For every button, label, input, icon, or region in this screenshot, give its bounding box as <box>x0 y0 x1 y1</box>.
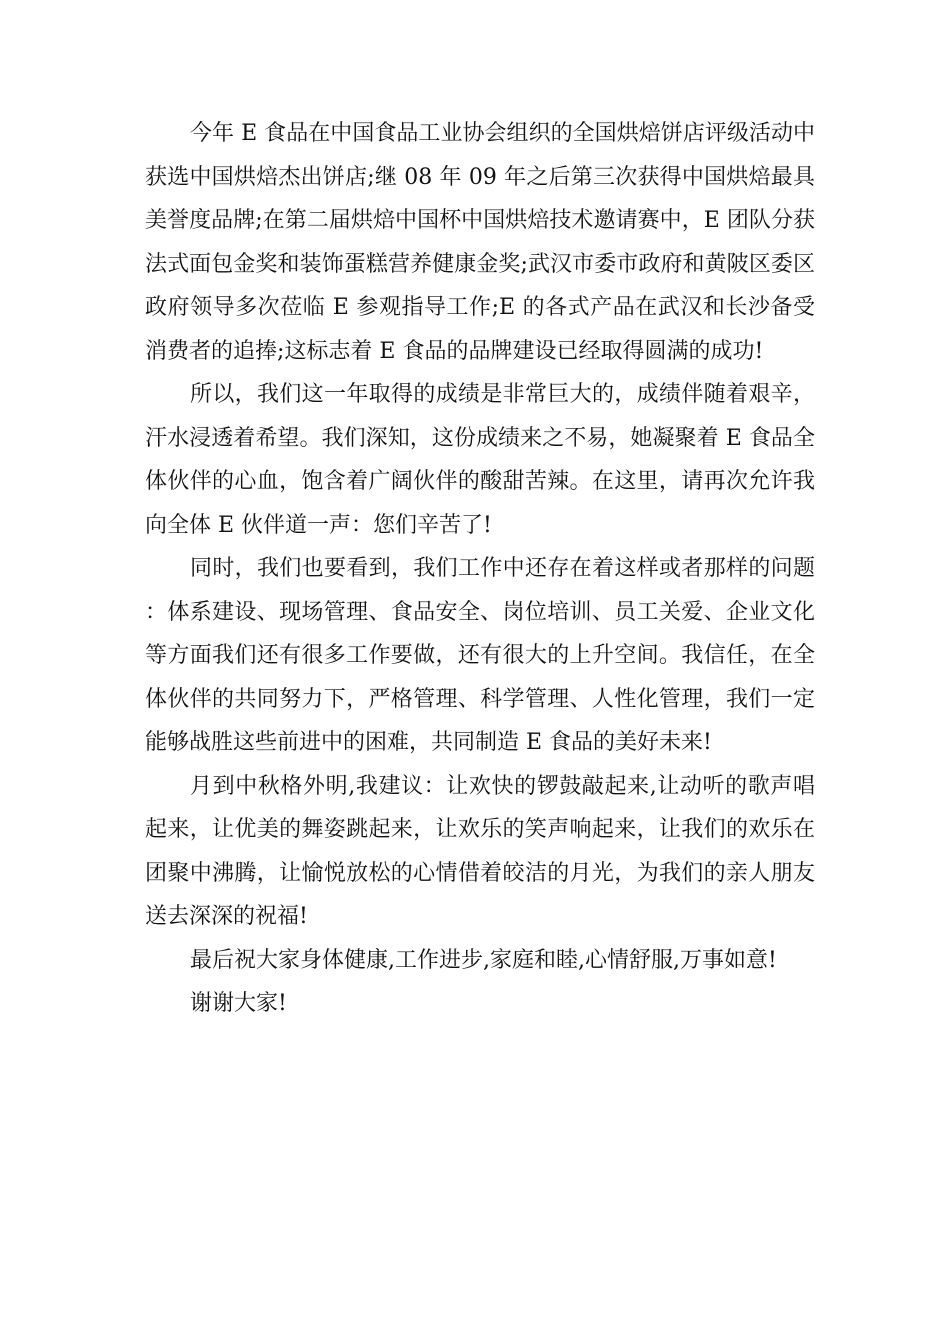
paragraph-achievements: 今年 E 食品在中国食品工业协会组织的全国烘焙饼店评级活动中获选中国烘焙杰出饼店;继 08 年 09 年之后第三次获得中国烘焙最具美誉度品牌;在第二届烘焙中国杯中国烘焙技术邀请赛中，E 团队分获法式面包金奖和装饰蛋糕营养健康金奖;武汉市委市政府和黄陂区委区政府领导多次莅临 E 参观指导工作;E 的各式产品在武汉和长沙备受消费者的追捧;这标志着 E 食品的品牌建设已经取得圆满的成功! <box>145 121 815 364</box>
document-body <box>145 112 815 1026</box>
paragraph-challenges: 同时，我们也要看到，我们工作中还存在着这样或者那样的问题：体系建设、现场管理、食品安全、岗位培训、员工关爱、企业文化等方面我们还有很多工作要做，还有很大的上升空间。我信任，在全体伙伴的共同努力下，严格管理、科学管理、人性化管理，我们一定能够战胜这些前进中的困难，共同制造 E 食品的美好未来! <box>145 556 815 755</box>
paragraph-mid-autumn: 月到中秋格外明,我建议：让欢快的锣鼓敲起来,让动听的歌声唱起来，让优美的舞姿跳起来，让欢乐的笑声响起来，让我们的欢乐在团聚中沸腾，让愉悦放松的心情借着皎洁的月光，为我们的亲人朋友送去深深的祝福! <box>145 773 815 929</box>
paragraph-thanks: 谢谢大家! <box>190 991 287 1016</box>
paragraph-wishes: 最后祝大家身体健康,工作进步,家庭和睦,心情舒服,万事如意! <box>190 947 777 973</box>
paragraph-gratitude: 所以，我们这一年取得的成绩是非常巨大的，成绩伴随着艰辛，汗水浸透着希望。我们深知，这份成绩来之不易，她凝聚着 E 食品全体伙伴的心血，饱含着广阔伙伴的酸甜苦辣。在这里，请再次允许我向全体 E 伙伴道一声：您们辛苦了! <box>145 382 815 538</box>
